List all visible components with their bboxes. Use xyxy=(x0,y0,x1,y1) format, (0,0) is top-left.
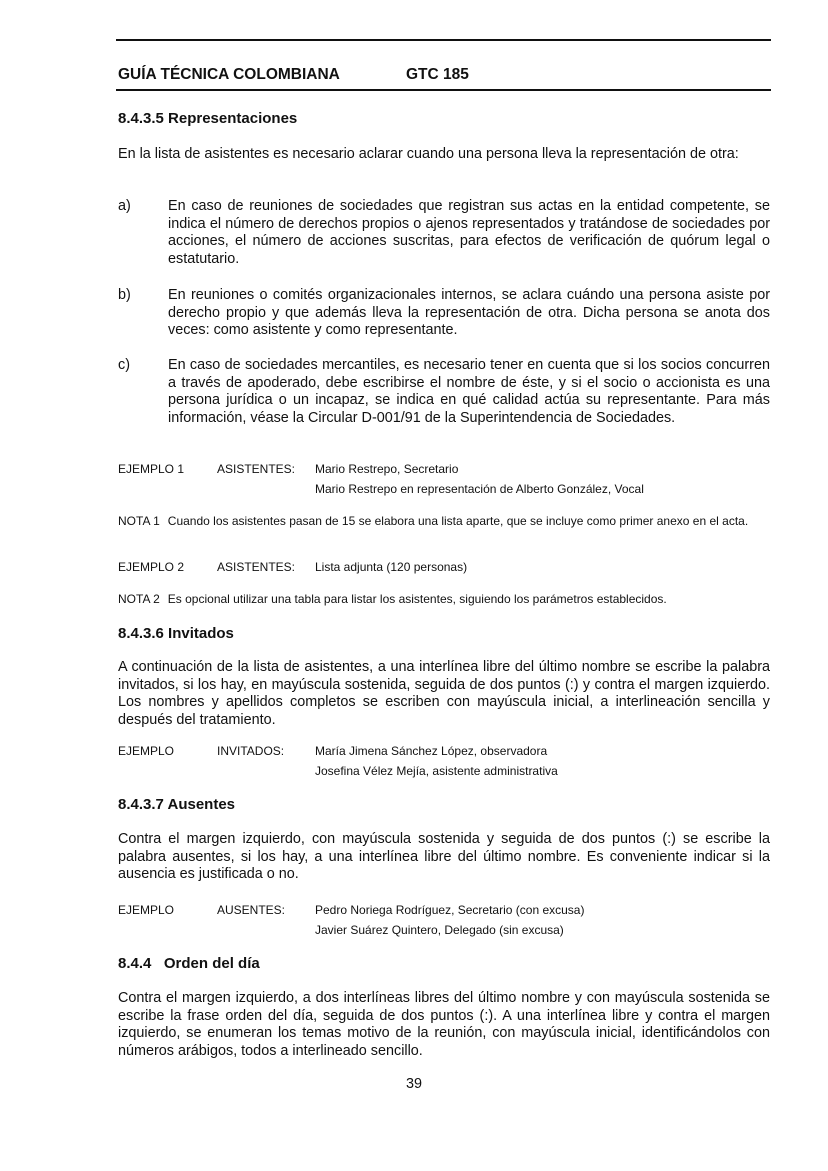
section-heading xyxy=(118,625,770,643)
example-label: EJEMPLO 2 xyxy=(118,560,185,574)
header-top-rule xyxy=(116,39,771,41)
example-line: Lista adjunta (120 personas) xyxy=(315,560,468,574)
document-title: GUÍA TÉCNICA COLOMBIANA xyxy=(118,66,340,83)
example-field: ASISTENTES: xyxy=(217,462,296,476)
header-bottom-rule xyxy=(116,89,771,91)
heading-representaciones: 8.4.3.5 Representaciones xyxy=(118,110,298,127)
example-line: Mario Restrepo en representación de Alberto González, Vocal xyxy=(315,482,644,496)
example-block xyxy=(118,744,770,784)
intro-representaciones: En la lista de asistentes es necesario aclarar cuando una persona lleva la representación de otra: xyxy=(118,146,739,162)
example-line: Pedro Noriega Rodríguez, Secretario (con excusa) xyxy=(315,903,585,917)
body-ausentes: Contra el margen izquierdo, con mayúscula sostenida y seguida de dos puntos (:) se escribe la palabra ausentes, si los hay, a una interlínea libre del último nombre. Es conveniente indicar si la ausencia es justificada o no. xyxy=(118,831,770,883)
list-item xyxy=(118,357,770,427)
paragraph xyxy=(118,831,770,884)
list-item-label: c) xyxy=(118,357,130,373)
example-line: Javier Suárez Quintero, Delegado (sin excusa) xyxy=(315,923,564,937)
document-code: GTC 185 xyxy=(406,66,469,83)
list-item-label: b) xyxy=(118,287,131,303)
paragraph xyxy=(118,146,770,164)
example-field: INVITADOS: xyxy=(217,744,285,758)
list-item-text: En caso de reuniones de sociedades que registran sus actas en la entidad competente, se indica el número de derechos propios o ajenos representados y tratándose de sociedades por acciones, el número de acciones suscritas, para efectos de verificación de quórum legal o estatutario. xyxy=(168,198,770,267)
example-block xyxy=(118,462,770,502)
body-orden-del-dia: Contra el margen izquierdo, a dos interlíneas libres del último nombre y con mayúscula sostenida se escribe la frase orden del día, seguida de dos puntos (:). A una interlínea libre y contra el margen izquierdo, se enumeran los temas motivo de la reunión, con mayúscula inicial, identificándolos con números arábigos, todos a interlineado sencillo. xyxy=(118,990,770,1059)
example-line: Josefina Vélez Mejía, asistente administrativa xyxy=(315,764,558,778)
example-label: EJEMPLO 1 xyxy=(118,462,185,476)
example-block xyxy=(118,903,770,943)
list-item-text: En caso de sociedades mercantiles, es necesario tener en cuenta que si los socios concurren a través de apoderado, debe escribirse el nombre de éste, y si el socio o accionista es una persona jurídica o un incapaz, se indica en qué calidad actúa su representante. Para más información, véase la Circular D-001/91 de la Superintendencia de Sociedades. xyxy=(168,357,770,426)
note-text: Cuando los asistentes pasan de 15 se elabora una lista aparte, que se incluye como primer anexo en el acta. xyxy=(167,514,749,528)
note-block xyxy=(118,514,770,529)
example-label: EJEMPLO xyxy=(118,903,175,917)
section-heading xyxy=(118,955,770,973)
page-number: 39 xyxy=(405,1076,422,1092)
list-item-text: En reuniones o comités organizacionales internos, se aclara cuándo una persona asiste por derecho propio y que además lleva la representación de otra. Dicha persona se anota dos veces: como asistente y como representante. xyxy=(168,287,770,339)
note-block xyxy=(118,592,770,607)
body-invitados: A continuación de la lista de asistentes, a una interlínea libre del último nombre se escribe la palabra invitados, si los hay, en mayúscula sostenida, seguida de dos puntos (:) y contra el margen izquierdo. Los nombres y apellidos completos se escriben con mayúscula inicial, a interlineación sencilla y después del tratamiento. xyxy=(118,659,770,728)
example-field: AUSENTES: xyxy=(217,903,286,917)
example-line: María Jimena Sánchez López, observadora xyxy=(315,744,548,758)
heading-invitados: 8.4.3.6 Invitados xyxy=(118,625,234,642)
section-heading xyxy=(118,110,770,128)
section-heading xyxy=(118,796,770,814)
example-field: ASISTENTES: xyxy=(217,560,296,574)
note-text: Es opcional utilizar una tabla para listar los asistentes, siguiendo los parámetros establecidos. xyxy=(167,592,667,606)
list-item xyxy=(118,287,770,340)
heading-orden-del-dia: 8.4.4 Orden del día xyxy=(118,955,260,972)
note-label: NOTA 2 xyxy=(118,592,160,606)
note-label: NOTA 1 xyxy=(118,514,160,528)
example-block xyxy=(118,560,770,580)
list-item xyxy=(118,198,770,268)
page-header xyxy=(118,66,469,84)
example-line: Mario Restrepo, Secretario xyxy=(315,462,459,476)
heading-ausentes: 8.4.3.7 Ausentes xyxy=(118,796,236,813)
paragraph xyxy=(118,659,770,729)
paragraph xyxy=(118,990,770,1060)
example-label: EJEMPLO xyxy=(118,744,175,758)
list-item-label: a) xyxy=(118,198,131,214)
